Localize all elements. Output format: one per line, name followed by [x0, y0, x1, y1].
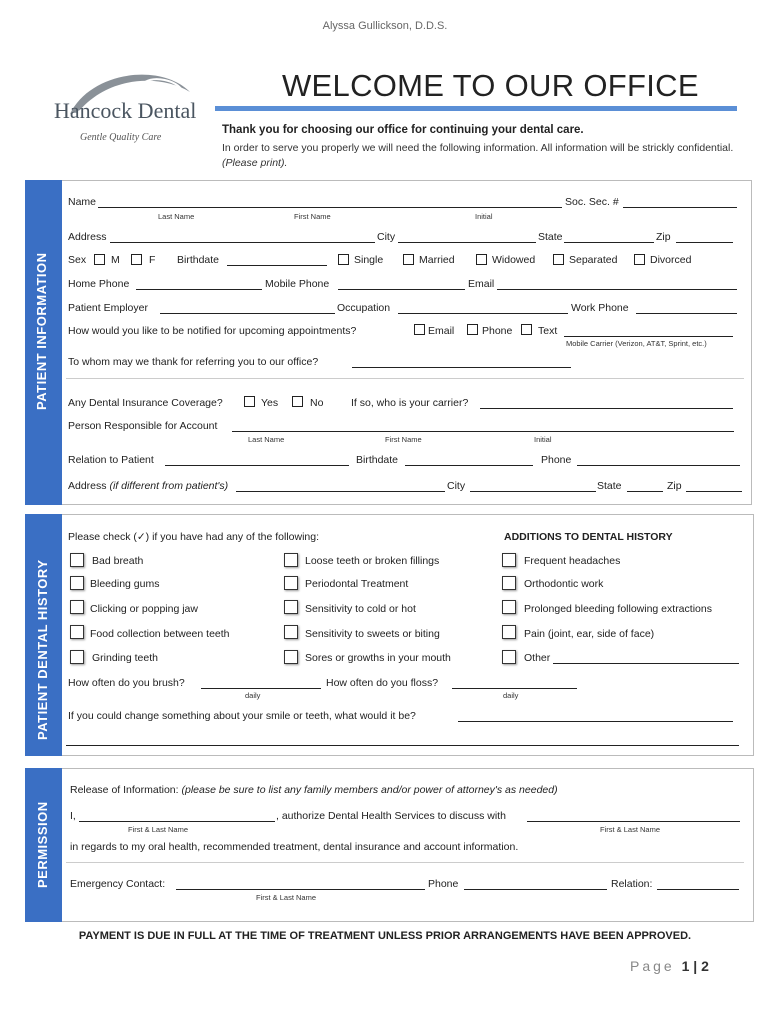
carrier-hint: Mobile Carrier (Verizon, AT&T, Sprint, etc.)	[566, 339, 707, 348]
i-label: I,	[70, 810, 76, 822]
permission-divider	[66, 862, 744, 863]
address-label: Address	[68, 231, 107, 243]
condition-label: Bleeding gums	[90, 578, 160, 590]
patient-info-label: PATIENT INFORMATION	[34, 252, 49, 410]
notify-phone-checkbox[interactable]	[467, 324, 478, 335]
zip-label: Zip	[656, 231, 671, 243]
condition-label: Loose teeth or broken fillings	[305, 555, 440, 567]
sensitivity-sweets-checkbox[interactable]	[284, 625, 298, 639]
zip-field[interactable]	[676, 242, 733, 243]
resp-birthdate-label: Birthdate	[356, 454, 399, 466]
loose-teeth-checkbox[interactable]	[284, 553, 298, 567]
emergency-name-field[interactable]	[176, 889, 425, 890]
state-field[interactable]	[564, 242, 654, 243]
relation-field[interactable]	[165, 465, 349, 466]
last-name-hint: Last Name	[158, 212, 195, 221]
city-field[interactable]	[398, 242, 536, 243]
resp-phone-label: Phone	[541, 454, 572, 466]
ssn-label: Soc. Sec. #	[565, 196, 619, 208]
notify-email-checkbox[interactable]	[414, 324, 425, 335]
release-label	[70, 784, 558, 796]
bad-breath-checkbox[interactable]	[70, 553, 84, 567]
name-field[interactable]	[98, 207, 562, 208]
authorized-person-field[interactable]	[527, 821, 740, 822]
resp-first-name-hint: First Name	[385, 435, 422, 444]
resp-zip-label: Zip	[667, 480, 682, 492]
page-title: WELCOME TO OUR OFFICE	[282, 68, 699, 103]
widowed-label: Widowed	[492, 254, 536, 266]
resp-address-text: Address	[68, 480, 107, 492]
state-label: State	[538, 231, 563, 243]
responsible-label: Person Responsible for Account	[68, 420, 218, 432]
change-question: If you could change something about your smile or teeth, what would it be?	[68, 710, 416, 722]
emergency-phone-label: Phone	[428, 878, 459, 890]
resp-address-label	[68, 480, 228, 492]
widowed-checkbox[interactable]	[476, 254, 487, 265]
permission-sidebar	[25, 768, 62, 922]
condition-label: Pain (joint, ear, side of face)	[524, 628, 655, 640]
section-divider	[66, 378, 744, 379]
resp-city-field[interactable]	[470, 491, 596, 492]
page-word: Page	[630, 958, 675, 974]
referral-label: To whom may we thank for referring you to our office?	[68, 356, 319, 368]
check-prompt: Please check (✓) if you have had any of the following:	[68, 531, 320, 543]
insurance-no-checkbox[interactable]	[292, 396, 303, 407]
release-text: Release of Information:	[70, 784, 179, 796]
condition-label: Prolonged bleeding following extractions	[524, 603, 712, 615]
emergency-relation-field[interactable]	[657, 889, 739, 890]
resp-zip-field[interactable]	[686, 491, 742, 492]
occupation-field[interactable]	[398, 313, 568, 314]
condition-label: Sensitivity to sweets or biting	[305, 628, 440, 640]
resp-birthdate-field[interactable]	[405, 465, 533, 466]
payment-notice: PAYMENT IS DUE IN FULL AT THE TIME OF TREATMENT UNLESS PRIOR ARRANGEMENTS HAVE BEEN APPROVED.	[78, 930, 692, 942]
page-number	[630, 958, 709, 974]
additions-title: ADDITIONS TO DENTAL HISTORY	[504, 531, 673, 543]
divorced-label: Divorced	[650, 254, 692, 266]
authorize-text: , authorize Dental Health Services to discuss with	[276, 810, 506, 822]
home-phone-label: Home Phone	[68, 278, 130, 290]
change-field-line2[interactable]	[66, 745, 739, 746]
sex-m-label: M	[111, 254, 120, 266]
title-underline	[215, 106, 737, 111]
insurance-no-label: No	[310, 397, 324, 409]
other-field[interactable]	[553, 663, 739, 664]
brush-daily-hint: daily	[245, 691, 261, 700]
birthdate-field[interactable]	[227, 265, 327, 266]
release-note: (please be sure to list any family members and/or power of attorney's as needed)	[181, 784, 558, 796]
carrier-label: If so, who is your carrier?	[351, 397, 469, 409]
dental-history-label: PATIENT DENTAL HISTORY	[35, 559, 50, 740]
notify-text-label: Text	[538, 325, 558, 337]
birthdate-label: Birthdate	[177, 254, 220, 266]
patient-name-field[interactable]	[79, 821, 275, 822]
condition-label: Sensitivity to cold or hot	[305, 603, 416, 615]
doctor-name: Alyssa Gullickson, D.D.S.	[322, 20, 448, 32]
brush-field[interactable]	[201, 688, 321, 689]
headaches-checkbox[interactable]	[502, 553, 516, 567]
notify-phone-label: Phone	[482, 325, 513, 337]
ssn-field[interactable]	[623, 207, 737, 208]
logo-tagline: Gentle Quality Care	[80, 132, 162, 143]
intro-italic: (Please print).	[222, 157, 288, 169]
address-field[interactable]	[110, 242, 375, 243]
bleeding-gums-checkbox[interactable]	[70, 576, 84, 590]
patient-info-sidebar	[25, 180, 62, 505]
emergency-label: Emergency Contact:	[70, 878, 166, 890]
mobile-phone-field[interactable]	[338, 289, 465, 290]
page-count: 1 | 2	[681, 958, 709, 974]
clicking-jaw-checkbox[interactable]	[70, 600, 84, 614]
resp-city-label: City	[447, 480, 466, 492]
thanks-message: Thank you for choosing our office for continuing your dental care.	[222, 124, 584, 136]
insurance-yes-checkbox[interactable]	[244, 396, 255, 407]
resp-state-label: State	[597, 480, 622, 492]
divorced-checkbox[interactable]	[634, 254, 645, 265]
logo-name: Hancock Dental	[54, 98, 197, 123]
regards-text: in regards to my oral health, recommended treatment, dental insurance and account information.	[70, 841, 519, 853]
practice-logo	[50, 62, 200, 152]
condition-label: Grinding teeth	[92, 652, 158, 664]
carrier-field[interactable]	[480, 408, 733, 409]
single-label: Single	[354, 254, 384, 266]
referral-field[interactable]	[352, 367, 571, 368]
mobile-carrier-field[interactable]	[564, 336, 733, 337]
floss-label: How often do you floss?	[326, 677, 439, 689]
employer-field[interactable]	[160, 313, 335, 314]
patient-name-hint: First & Last Name	[128, 825, 189, 834]
food-collection-checkbox[interactable]	[70, 625, 84, 639]
condition-label: Frequent headaches	[524, 555, 621, 567]
separated-label: Separated	[569, 254, 618, 266]
floss-daily-hint: daily	[503, 691, 519, 700]
mobile-phone-label: Mobile Phone	[265, 278, 330, 290]
condition-label: Sores or growths in your mouth	[305, 652, 451, 664]
permission-label: PERMISSION	[35, 801, 50, 888]
grinding-teeth-checkbox[interactable]	[70, 650, 84, 664]
notify-question: How would you like to be notified for upcoming appointments?	[68, 325, 357, 337]
occupation-label: Occupation	[337, 302, 391, 314]
change-field[interactable]	[458, 721, 733, 722]
dental-history-sidebar	[25, 514, 62, 756]
resp-phone-field[interactable]	[577, 465, 740, 466]
resp-state-field[interactable]	[627, 491, 663, 492]
orthodontic-checkbox[interactable]	[502, 576, 516, 590]
condition-label: Food collection between teeth	[90, 628, 230, 640]
insurance-yes-label: Yes	[261, 397, 279, 409]
resp-address-field[interactable]	[236, 491, 445, 492]
prolonged-bleeding-checkbox[interactable]	[502, 600, 516, 614]
notify-text-checkbox[interactable]	[521, 324, 532, 335]
emergency-phone-field[interactable]	[464, 889, 607, 890]
insurance-question: Any Dental Insurance Coverage?	[68, 397, 223, 409]
relation-label: Relation to Patient	[68, 454, 154, 466]
sex-f-label: F	[149, 254, 156, 266]
responsible-field[interactable]	[232, 431, 734, 432]
email-label: Email	[468, 278, 495, 290]
separated-checkbox[interactable]	[553, 254, 564, 265]
sex-m-checkbox[interactable]	[94, 254, 105, 265]
condition-label: Clicking or popping jaw	[90, 603, 198, 615]
pain-checkbox[interactable]	[502, 625, 516, 639]
condition-label: Orthodontic work	[524, 578, 604, 590]
periodontal-checkbox[interactable]	[284, 576, 298, 590]
resp-initial-hint: Initial	[534, 435, 552, 444]
work-phone-label: Work Phone	[571, 302, 629, 314]
condition-label: Periodontal Treatment	[305, 578, 409, 590]
home-phone-field[interactable]	[136, 289, 262, 290]
first-name-hint: First Name	[294, 212, 331, 221]
married-label: Married	[419, 254, 455, 266]
resp-last-name-hint: Last Name	[248, 435, 285, 444]
condition-label: Bad breath	[92, 555, 144, 567]
condition-label: Other	[524, 652, 551, 664]
married-checkbox[interactable]	[403, 254, 414, 265]
brush-label: How often do you brush?	[68, 677, 185, 689]
name-label: Name	[68, 196, 97, 208]
notify-email-label: Email	[428, 325, 455, 337]
email-field[interactable]	[497, 289, 737, 290]
work-phone-field[interactable]	[636, 313, 737, 314]
floss-field[interactable]	[452, 688, 577, 689]
sensitivity-cold-checkbox[interactable]	[284, 600, 298, 614]
sores-checkbox[interactable]	[284, 650, 298, 664]
intro-text	[222, 141, 742, 171]
other-checkbox[interactable]	[502, 650, 516, 664]
intro-body: In order to serve you properly we will need the following information. All information will be strickly confidential.	[222, 142, 734, 154]
employer-label: Patient Employer	[68, 302, 148, 314]
sex-label: Sex	[68, 254, 87, 266]
authorized-name-hint: First & Last Name	[600, 825, 661, 834]
single-checkbox[interactable]	[338, 254, 349, 265]
initial-hint: Initial	[475, 212, 493, 221]
resp-address-note: (if different from patient's)	[109, 480, 229, 492]
city-label: City	[377, 231, 396, 243]
sex-f-checkbox[interactable]	[131, 254, 142, 265]
emergency-relation-label: Relation:	[611, 878, 653, 890]
emergency-name-hint: First & Last Name	[256, 893, 317, 902]
